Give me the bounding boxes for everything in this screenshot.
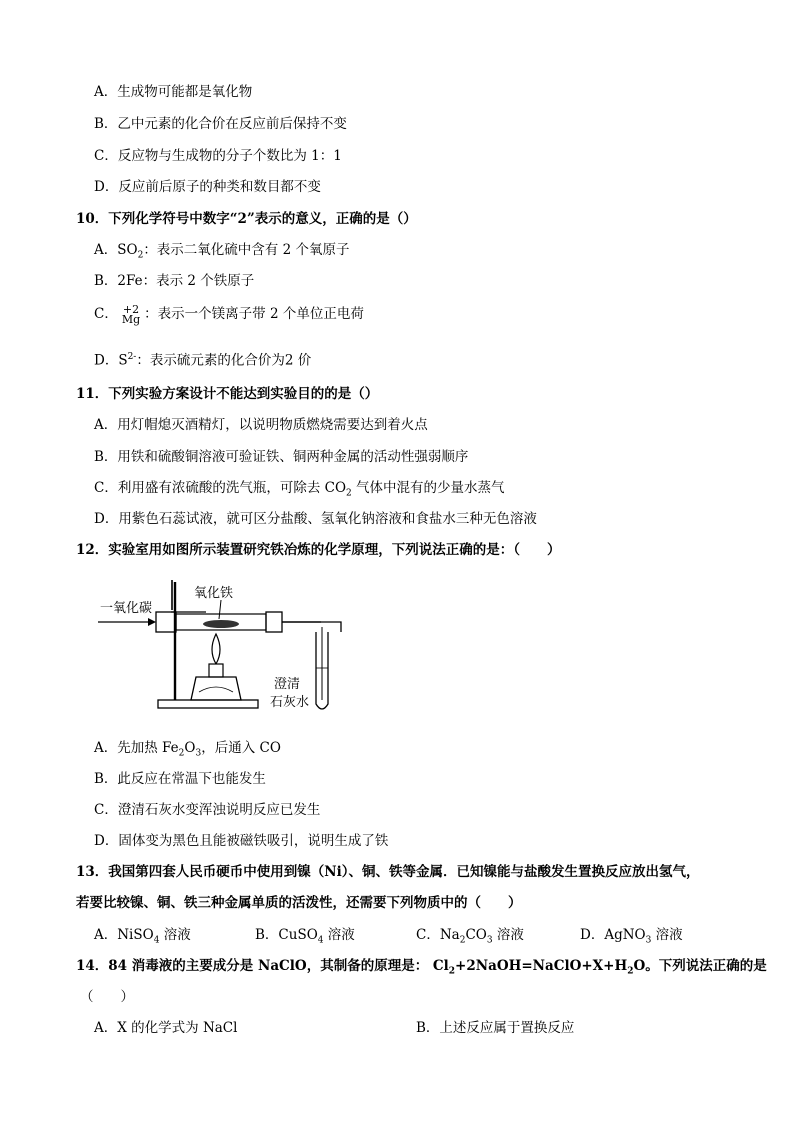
q12-option-d: D．固体变为黑色且能被磁铁吸引，说明生成了铁 — [94, 833, 389, 849]
q14-stem-line1 — [76, 957, 767, 981]
q13-a-pre: A．NiSO — [94, 927, 154, 943]
mg-valence-symbol — [121, 302, 141, 326]
delivery-tube — [321, 622, 341, 632]
q13-option-c — [416, 926, 524, 950]
q13-option-a — [94, 926, 191, 950]
q12-option-c: C．澄清石灰水变浑浊说明反应已发生 — [94, 802, 321, 818]
alcohol-lamp — [191, 677, 241, 700]
q14-stem-1b: 2 — [448, 966, 456, 977]
q10-option-a — [94, 241, 349, 265]
q13-c-mid: CO — [465, 927, 487, 943]
q13-d-sub: 3 — [645, 935, 652, 946]
q14-stem-1e: O。下列说法正确的是 — [633, 958, 767, 974]
q10-stem: 10．下列化学符号中数字“2”表示的意义，正确的是（） — [76, 211, 417, 227]
label-pointer — [219, 600, 221, 619]
stand-base — [158, 700, 258, 708]
label-limewater-2: 石灰水 — [270, 695, 310, 710]
q14-option-a: A．X 的化学式为 NaCl — [94, 1020, 238, 1036]
mg-symbol: Mg — [121, 312, 141, 326]
q10-c-post: ：表示一个镁离子带 2 个单位正电荷 — [144, 306, 364, 322]
lamp-wick-line — [199, 687, 233, 692]
q10-d-post: ：表示硫元素的化合价为2 价 — [136, 352, 312, 369]
q11-c-sub: 2 — [346, 488, 352, 499]
q14-stem-1c: +2NaOH=NaClO+X+H — [455, 958, 628, 974]
q13-a-sub: 4 — [153, 935, 160, 946]
q14-stem-line2: （ ） — [80, 989, 134, 1005]
q13-d-pre: D．AgNO — [580, 927, 646, 943]
q9-option-d: D．反应前后原子的种类和数目都不变 — [94, 179, 321, 195]
mg-charge: +2 — [122, 302, 140, 316]
label-co: 一氧化碳 — [100, 601, 153, 616]
q13-d-post: 溶液 — [651, 927, 683, 943]
q10-option-c — [94, 303, 364, 325]
q13-a-post: 溶液 — [159, 927, 191, 943]
q9-option-c: C．反应物与生成物的分子个数比为 1：1 — [94, 148, 342, 164]
q10-d-pre: D．S — [94, 352, 128, 369]
q12-a-sub2: 3 — [195, 748, 202, 759]
q11-option-d: D．用紫色石蕊试液，就可区分盐酸、氢氧化钠溶液和食盐水三种无色溶液 — [94, 511, 537, 527]
q10-option-b: B．2Fe：表示 2 个铁原子 — [94, 273, 255, 289]
q11-c-pre: C．利用盛有浓硫酸的洗气瓶，可除去 CO — [94, 480, 347, 496]
q11-option-b: B．用铁和硫酸铜溶液可验证铁、铜两种金属的活动性强弱顺序 — [94, 449, 469, 465]
q13-b-sub: 4 — [317, 935, 324, 946]
q10-option-d — [94, 348, 311, 370]
q13-option-d — [580, 926, 683, 950]
label-limewater-1: 澄清 — [274, 677, 301, 692]
q12-a-sub1: 2 — [178, 748, 185, 759]
label-fe2o3: 氧化铁 — [194, 586, 234, 601]
left-stopper — [156, 612, 176, 632]
lamp-neck — [209, 664, 223, 677]
q12-a-pre: A．先加热 Fe — [94, 740, 179, 756]
q13-stem-line1: 13．我国第四套人民币硬币中使用到镍（Ni）、铜、铁等金属．已知镍能与盐酸发生置换反应放出氢气， — [76, 864, 700, 880]
q12-a-post: ，后通入 CO — [201, 740, 281, 756]
q13-c-pre: C．Na — [416, 927, 460, 943]
q11-c-post: 气体中混有的少量水蒸气 — [351, 480, 505, 496]
q13-stem-line2: 若要比较镍、铜、铁三种金属单质的活泼性，还需要下列物质中的（ ） — [76, 895, 522, 911]
apparatus-drawing — [96, 572, 356, 722]
q10-c-pre: C． — [94, 306, 118, 322]
q12-stem: 12．实验室用如图所示装置研究铁冶炼的化学原理，下列说法正确的是：（ ） — [76, 542, 561, 558]
q13-c-sub2: 3 — [486, 935, 493, 946]
q10-d-sup: 2- — [127, 352, 137, 362]
q11-stem: 11．下列实验方案设计不能达到实验目的的是（） — [76, 386, 379, 402]
q13-option-b — [255, 926, 355, 950]
q9-option-a: A．生成物可能都是氧化物 — [94, 84, 253, 100]
q12-a-mid: O — [184, 740, 196, 756]
right-stopper — [266, 612, 282, 632]
co-flow-arrowhead — [148, 618, 156, 626]
q13-c-post: 溶液 — [492, 927, 524, 943]
q10-a-sub: 2 — [137, 250, 144, 261]
iron-smelting-apparatus-figure — [96, 572, 356, 722]
q11-option-c — [94, 479, 505, 503]
q11-option-a: A．用灯帽熄灭酒精灯，以说明物质燃烧需要达到着火点 — [94, 417, 428, 433]
q13-b-post: 溶液 — [323, 927, 355, 943]
q12-option-b: B．此反应在常温下也能发生 — [94, 771, 266, 787]
q14-stem-1a: 14．84 消毒液的主要成分是 NaClO，其制备的原理是： Cl — [76, 958, 449, 974]
flame — [212, 634, 220, 664]
q13-c-sub1: 2 — [459, 935, 466, 946]
q13-b-pre: B．CuSO — [255, 927, 318, 943]
q10-a-pre: A．SO — [94, 242, 138, 258]
q10-a-post: ：表示二氧化硫中含有 2 个氧原子 — [143, 242, 350, 258]
q12-option-a — [94, 739, 281, 763]
iron-oxide-powder — [203, 620, 239, 628]
q14-stem-1d: 2 — [627, 966, 634, 977]
q14-option-b: B．上述反应属于置换反应 — [416, 1020, 575, 1036]
q9-option-b: B．乙中元素的化合价在反应前后保持不变 — [94, 116, 347, 132]
